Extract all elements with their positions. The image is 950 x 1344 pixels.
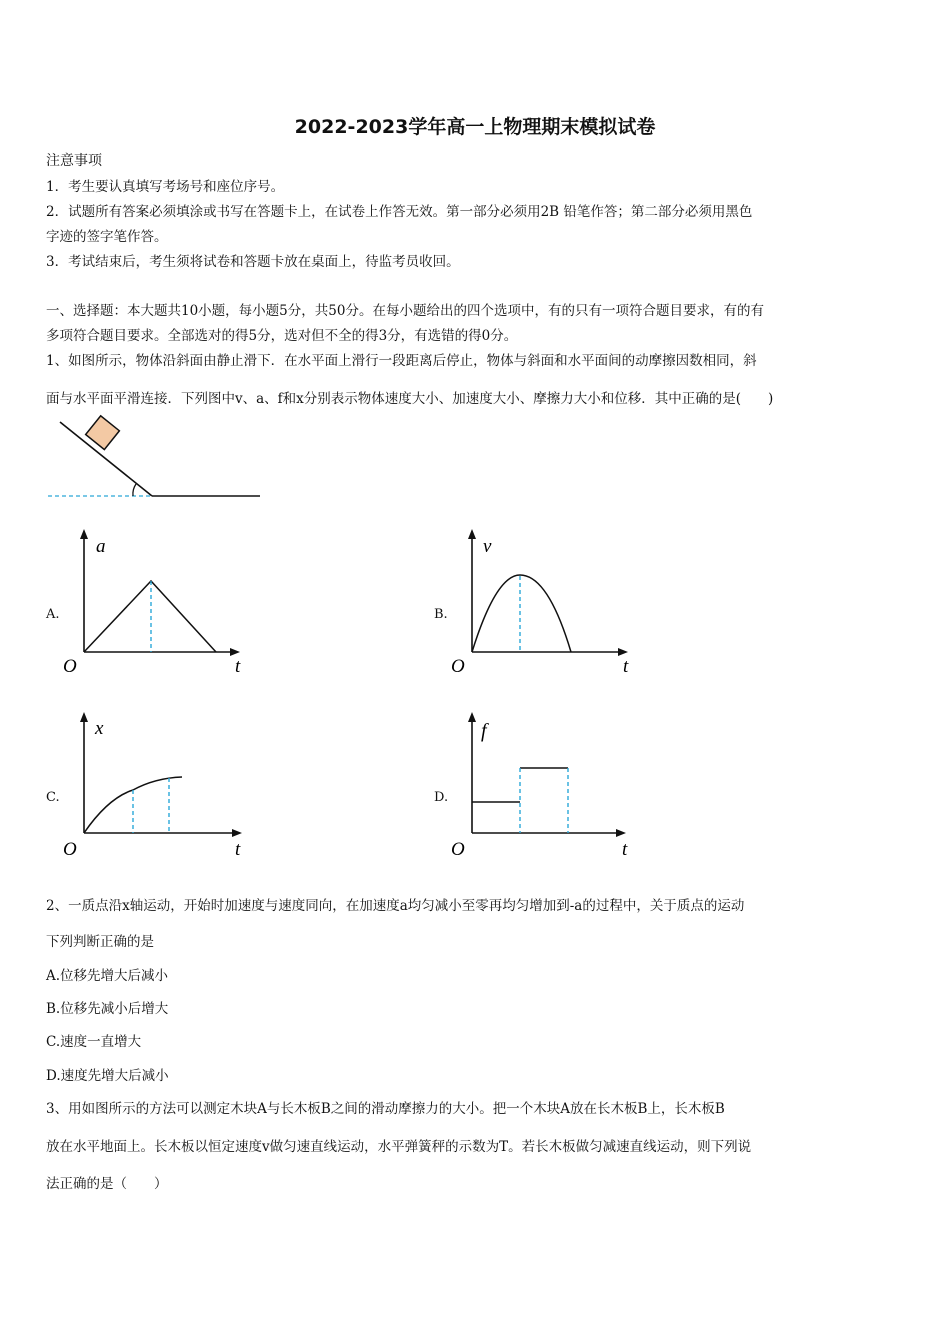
a-axis-label: a	[96, 536, 106, 557]
v-axis-label: v	[483, 536, 492, 557]
acceleration-curve	[84, 581, 216, 652]
q2-stem-line2: 下列判断正确的是	[46, 934, 154, 950]
option-d-graph[interactable]	[448, 708, 648, 868]
q2-option-b[interactable]: B.位移先减小后增大	[46, 1001, 169, 1017]
section1-instructions-line2: 多项符合题目要求。全部选对的得5分，选对但不全的得3分，有选错的得0分。	[46, 328, 518, 344]
incline-figure	[40, 418, 270, 508]
q1-stem-line2: 面与水平面平滑连接．下列图中v、a、f和x分别表示物体速度大小、加速度大小、摩擦力大小和位移．其中正确的是( )	[46, 391, 774, 407]
option-c-label[interactable]: C.	[46, 790, 60, 805]
q2-option-c[interactable]: C.速度一直增大	[46, 1034, 142, 1050]
section1-instructions-line1: 一、选择题：本大题共10小题，每小题5分，共50分。在每小题给出的四个选项中，有的只有一项符合题目要求，有的有	[46, 303, 764, 319]
f-axis-label: f	[481, 720, 487, 742]
page-title: 2022-2023学年高一上物理期末模拟试卷	[294, 116, 656, 138]
t-axis-label: t	[235, 656, 241, 677]
q3-stem-line2: 放在水平地面上。长木板以恒定速度v做匀速直线运动，水平弹簧秤的示数为T。若长木板做匀减速直线运动，则下列说	[46, 1139, 752, 1155]
velocity-curve	[472, 575, 571, 652]
option-b-graph[interactable]	[448, 525, 648, 685]
q3-stem-line3: 法正确的是（ ）	[46, 1176, 168, 1192]
notice-item-3: 3．考试结束后，考生须将试卷和答题卡放在桌面上，待监考员收回。	[46, 254, 460, 270]
origin-label: O	[451, 656, 465, 677]
q3-stem-line1: 3、用如图所示的方法可以测定木块A与长木板B之间的滑动摩擦力的大小。把一个木块A放在长木板B上，长木板B	[46, 1101, 725, 1117]
notice-item-1: 1．考生要认真填写考场号和座位序号。	[46, 179, 285, 195]
q2-stem-line1: 2、一质点沿x轴运动，开始时加速度与速度同向，在加速度a均匀减小至零再均匀增加到-a的过程中，关于质点的运动	[46, 898, 745, 914]
q2-option-d[interactable]: D.速度先增大后减小	[46, 1068, 169, 1084]
origin-label: O	[63, 839, 77, 860]
t-axis-label: t	[623, 656, 629, 677]
option-a-graph[interactable]	[60, 525, 260, 685]
x-axis-label: x	[95, 718, 104, 739]
t-axis-label: t	[622, 839, 628, 860]
notice-heading: 注意事项	[46, 153, 102, 169]
t-axis-label: t	[235, 839, 241, 860]
notice-item-2: 2．试题所有答案必须填涂或书写在答题卡上，在试卷上作答无效。第一部分必须用2B 铅笔作答；第二部分必须用黑色	[46, 204, 753, 220]
origin-label: O	[63, 656, 77, 677]
q1-stem-line1: 1、如图所示，物体沿斜面由静止滑下．在水平面上滑行一段距离后停止，物体与斜面和水平面间的动摩擦因数相同，斜	[46, 353, 757, 369]
option-b-label[interactable]: B.	[434, 607, 448, 622]
sliding-block	[86, 416, 120, 450]
notice-item-2-cont: 字迹的签字笔作答。	[46, 229, 168, 245]
origin-label: O	[451, 839, 465, 860]
option-d-label[interactable]: D.	[434, 790, 449, 805]
option-c-graph[interactable]	[60, 708, 260, 868]
q2-option-a[interactable]: A.位移先增大后减小	[46, 968, 169, 984]
option-a-label[interactable]: A.	[46, 607, 60, 622]
angle-arc	[133, 484, 136, 496]
